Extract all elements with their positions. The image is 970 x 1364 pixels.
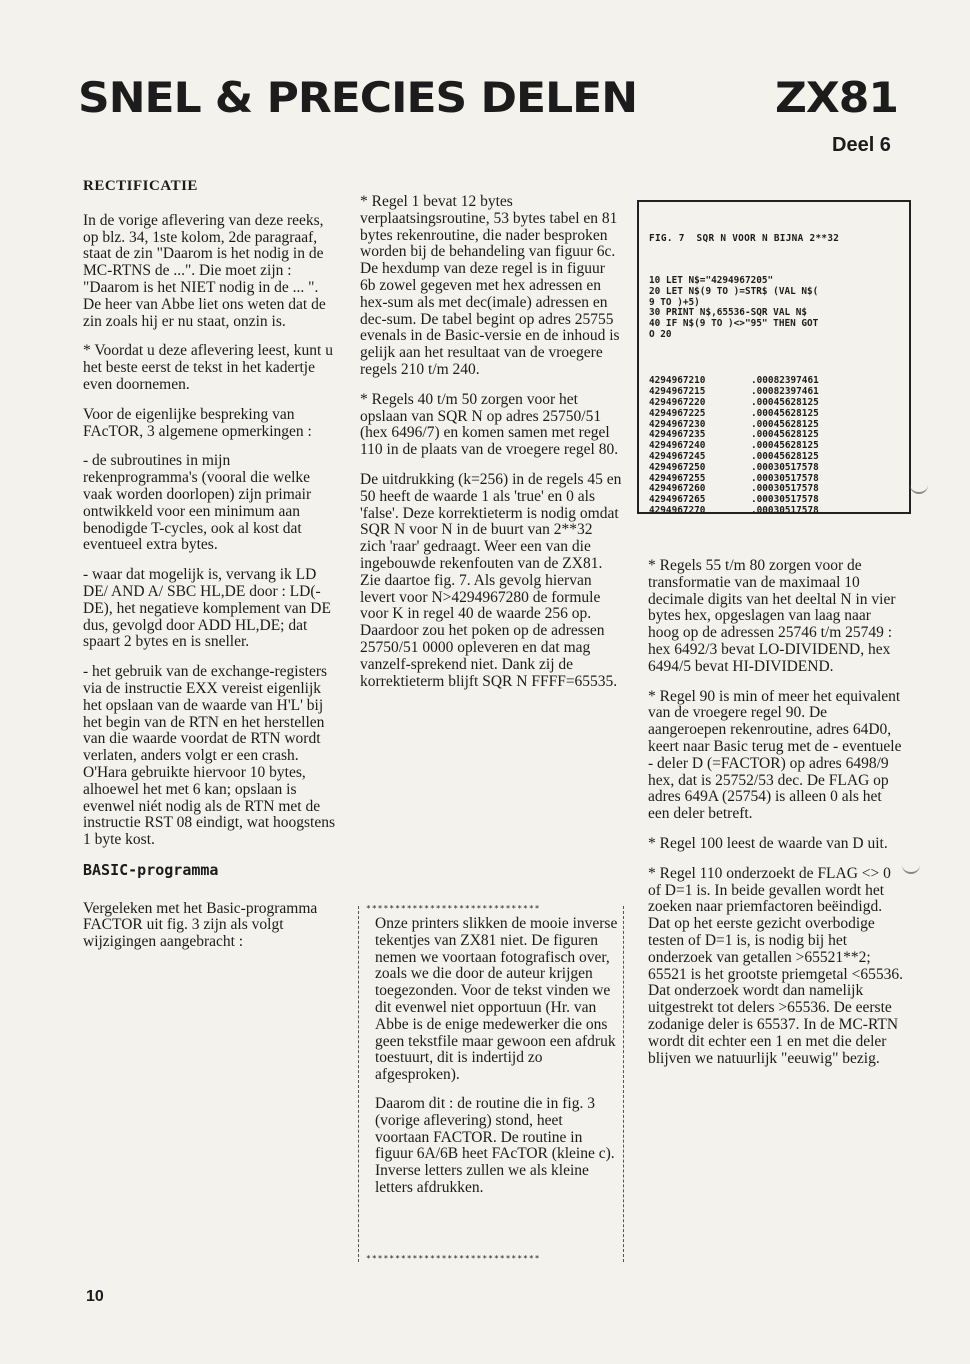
paragraph: De uitdrukking (k=256) in de regels 45 en 50 heeft de waarde 1 als 'true' en 0 als 'false'. Deze korrektieterm is nodig omdat SQR N voor N in de buurt van 2**32 zich 'raar' gedraagt. Weer een van die ingebouwde rekenfouten van de ZX81. Zie daartoe fig. 7. Als gevolg hiervan levert voor N>4294967280 de formule voor K in regel 40 de waarde 256 op. Daardoor zou het poken op de adressen 25750/51 0000 opleveren en dat mag vanzelf-sprekend niet. Dank zij de korrektieterm blijft SQR N FFFF=65535. bbox=[360, 470, 622, 690]
output-result-column: .00082397461 .00082397461 .00045628125 .00045628125 .00045628125 .00045628125 .00045628125 .00045628125 .00030517578 .00030517578 .00030517578 .00030517578 .00030517578 bbox=[751, 375, 819, 514]
article-title bbox=[78, 70, 908, 127]
column-1 bbox=[83, 178, 335, 964]
page-number: 10 bbox=[86, 1288, 104, 1305]
column-3 bbox=[648, 558, 904, 1080]
paragraph: * Regels 40 t/m 50 zorgen voor het opslaan van SQR N op adres 25750/51 (hex 6496/7) en komen samen met regel 110 in de plaats van de vroegere regel 80. bbox=[360, 390, 619, 459]
paragraph: * Regel 1 bevat 12 bytes verplaatsingsroutine, 53 bytes tabel en 81 bytes rekenroutine, die nader besproken worden bij de behandeling van figuur 6c. De hexdump van deze regel is in figuur 6b zowel gegeven met hex adressen en hex-sum als met dec(imale) adressen en dec-sum. De tabel begint op adres 25755 evenals in de Basic-versie en de inhoud is gelijk aan het resultaat van de vroegere regels 210 t/m 240. bbox=[360, 193, 620, 378]
paragraph: Daarom dit : de routine die in fig. 3 (vorige aflevering) stond, heet voortaan FACTOR. De routine in figuur 6A/6B heet FAcTOR (kleine c). Inverse letters zullen we als kleine letters afdrukken. bbox=[375, 1094, 615, 1196]
program-code: 10 LET N$="4294967205" 20 LET N$(9 TO )=STR$ (VAL N$( 9 TO )+5) 30 PRINT N$,65536-SQR VAL N$ 40 IF N$(9 TO )<>"95" THEN GOT O 20 bbox=[649, 274, 819, 340]
paragraph: In de vorige aflevering van deze reeks, op blz. 34, 1ste kolom, 2de paragraaf, staat de zin "Daarom is het nodig in de MC-RTNS de ...". Die moet zijn : "Daarom is het NIET nodig in de ... ". De heer van Abbe liet ons weten dat de zin zoals hij er nu staat, onzin is. bbox=[83, 211, 326, 330]
column-2 bbox=[360, 194, 622, 703]
section-heading: RECTIFICATIE bbox=[83, 178, 198, 194]
paragraph: Onze printers slikken de mooie inverse tekentjes van ZX81 niet. De figuren nemen we voortaan fotografisch over, zoals we die door de auteur krijgen toegezonden. Voor de tekst vinden we dit evenwel niet opportuun (Hr. van Abbe is de enige medewerker die ons geen tekstfile maar gewoon een afdruk toestuurt, dit is indertijd zo afgesproken). bbox=[375, 915, 618, 1084]
box-top-border: ****************************** bbox=[366, 904, 541, 913]
figure-7-listing bbox=[637, 200, 911, 514]
paragraph: - waar dat mogelijk is, vervang ik LD DE/ AND A/ SBC HL,DE door : LD(-DE), het negatieve komplement van DE dus, gevolgd door ADD HL,DE; dat spaart 2 bytes en is sneller. bbox=[83, 566, 331, 651]
paragraph: * Regel 90 is min of meer het equivalent van de vroegere regel 90. De aangeroepen rekenroutine, adres 64D0, keert naar Basic terug met de - eventuele - deler D (=FACTOR) op adres 6498/9 hex, dat is 25752/53 dec. De FLAG op adres 649A (25754) is alleen 0 als het een deler betreft. bbox=[648, 687, 902, 823]
paragraph: - de subroutines in mijn rekenprogramma's (vooral die welke vaak worden doorlopen) zijn primair ontwikkeld voor een minimum aan benodigde T-cycles, ook al kost dat eventueel extra bytes. bbox=[83, 452, 312, 554]
paragraph: * Regels 55 t/m 80 zorgen voor de transformatie van de maximaal 10 decimale digits van het deeltal N in vier bytes hex, opgeslagen van laag naar hoog op de adressen 25746 t/m 25749 : hex 6492/3 bevat LO-DIVIDEND, hex 6494/5 bevat HI-DIVIDEND. bbox=[648, 557, 896, 675]
output-n-column: 4294967210 4294967215 4294967220 4294967225 4294967230 4294967235 4294967240 4294967245 4294967250 4294967255 4294967260 4294967265 4294967270 bbox=[649, 375, 706, 514]
notice-box bbox=[358, 906, 624, 1262]
series-label: ZX81 bbox=[774, 73, 898, 123]
output-table bbox=[649, 376, 901, 514]
paragraph: - het gebruik van de exchange-registers via de instructie EXX vereist eigenlijk het opslaan van de waarde van H'L' bij het begin van de RTN en het herstellen van die waarde voordat de RTN wordt verlaten, anders volgt er een crash. O'Hara gebruikte hiervoor 10 bytes, alhoewel het met 6 kan; opslaan is evenwel niét nodig als de RTN met de instructie RST 08 eindigt, wat hoogstens 1 byte kost. bbox=[83, 663, 336, 849]
box-bottom-border: ****************************** bbox=[366, 1254, 541, 1263]
paragraph: * Voordat u deze aflevering leest, kunt u het beste eerst de tekst in het kadertje even doornemen. bbox=[83, 342, 333, 393]
article-title-text: SNEL & PRECIES DELEN bbox=[78, 73, 638, 123]
figure-caption: FIG. 7 SQR N VOOR N BIJNA 2**32 bbox=[649, 232, 840, 244]
binder-hole-mark bbox=[910, 478, 928, 494]
part-label: Deel 6 bbox=[832, 134, 891, 156]
binder-hole-mark bbox=[902, 858, 920, 874]
paragraph: Vergeleken met het Basic-programma FACTOR uit fig. 3 zijn als volgt wijzigingen aangebracht : bbox=[83, 899, 318, 951]
paragraph: * Regel 110 onderzoekt de FLAG <> 0 of D=1 is. In beide gevallen wordt het zoeken naar priemfactoren beëindigd. Dat op het eerste gezicht overbodige testen of D=1 is, is nodig bij het onderzoek van getallen >65521**2; 65521 is het grootste priemgetal <65536. Dat onderzoek wordt dan namelijk uitgestrekt tot delers >65536. De eerste zodanige deler is 65537. In de MC-RTN wordt dit echter een 1 en met die deler blijven we natuurlijk "eeuwig" bezig. bbox=[648, 864, 903, 1067]
paragraph: Voor de eigenlijke bespreking van FAcTOR, 3 algemene opmerkingen : bbox=[83, 405, 312, 440]
subsection-heading: BASIC-programma bbox=[83, 860, 219, 879]
paragraph: * Regel 100 leest de waarde van D uit. bbox=[648, 834, 888, 852]
